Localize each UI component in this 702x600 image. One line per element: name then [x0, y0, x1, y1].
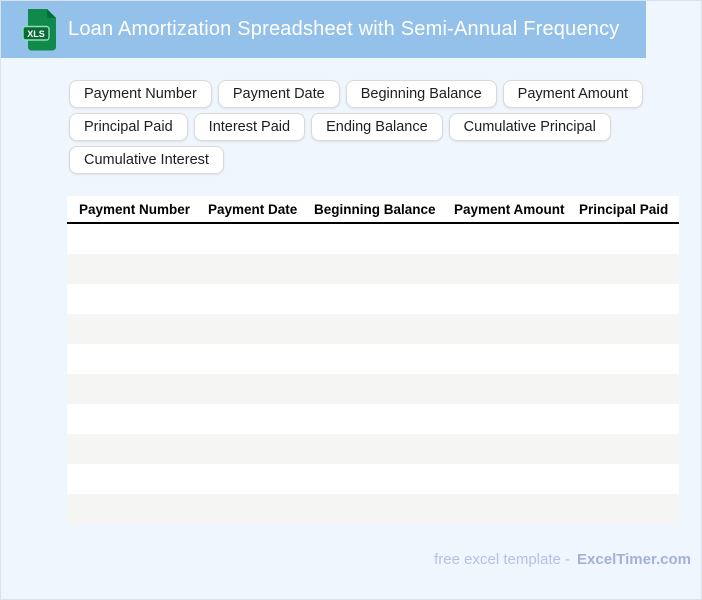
- page-title: Loan Amortization Spreadsheet with Semi-Annual Frequency: [68, 18, 620, 40]
- table-row: [67, 404, 679, 434]
- xls-file-icon: [20, 8, 58, 51]
- column-chip[interactable]: Interest Paid: [194, 113, 305, 141]
- amortization-table: [67, 196, 679, 524]
- table-row: [67, 374, 679, 404]
- header-bar: [1, 1, 646, 58]
- table-row: [67, 314, 679, 344]
- column-chip[interactable]: Cumulative Interest: [69, 146, 224, 174]
- footer-brand-link[interactable]: ExcelTimer.com: [577, 551, 691, 568]
- table-column-header: Payment Amount: [454, 201, 565, 217]
- table-header-row: [67, 196, 679, 224]
- table-row: [67, 464, 679, 494]
- footer-credit-text: free excel template -: [434, 551, 571, 568]
- xls-icon-label: XLS: [27, 28, 45, 39]
- table-row: [67, 434, 679, 464]
- column-chip-list: [69, 80, 644, 174]
- column-chip[interactable]: Ending Balance: [311, 113, 443, 141]
- table-column-header: Payment Date: [208, 201, 298, 217]
- table-row: [67, 284, 679, 314]
- table-row: [67, 224, 679, 254]
- column-chip[interactable]: Cumulative Principal: [449, 113, 611, 141]
- column-chip[interactable]: Payment Date: [218, 80, 340, 108]
- column-chip[interactable]: Principal Paid: [69, 113, 188, 141]
- column-chip[interactable]: Payment Amount: [503, 80, 643, 108]
- column-chip[interactable]: Beginning Balance: [346, 80, 497, 108]
- table-row: [67, 344, 679, 374]
- column-chip[interactable]: Payment Number: [69, 80, 212, 108]
- table-row: [67, 494, 679, 524]
- footer-credit: [434, 551, 691, 568]
- table-column-header: Beginning Balance: [314, 201, 436, 217]
- table-column-header: Principal Paid: [579, 201, 669, 217]
- table-column-header: Payment Number: [79, 201, 191, 217]
- table-body: [67, 224, 679, 524]
- table-row: [67, 254, 679, 284]
